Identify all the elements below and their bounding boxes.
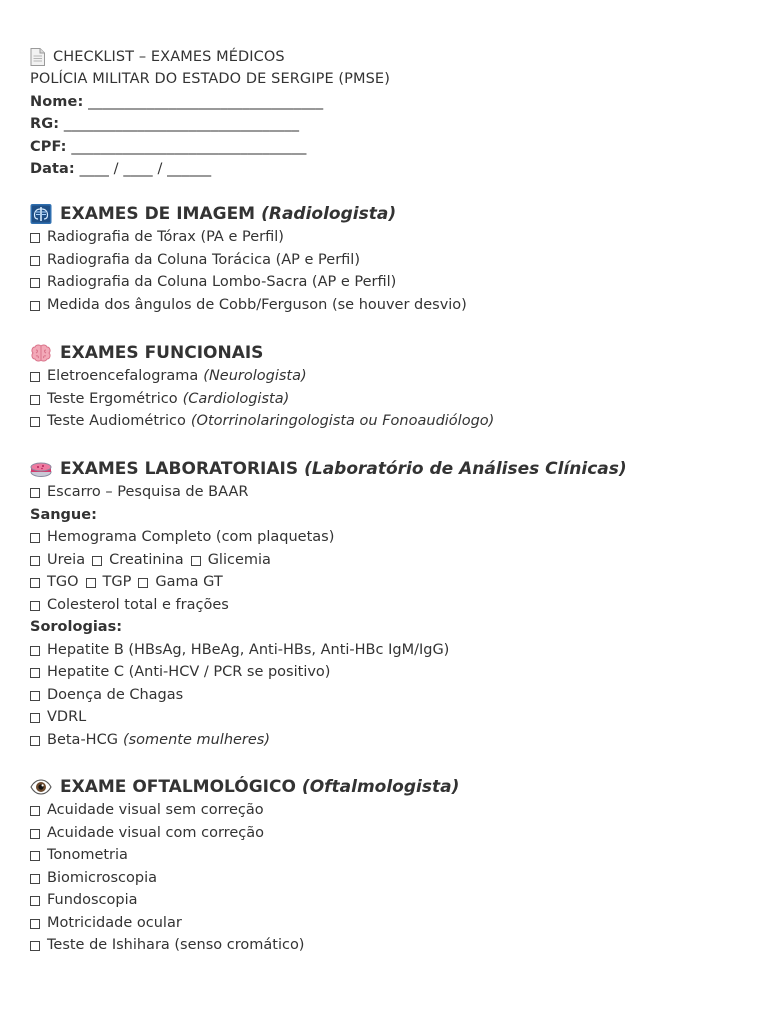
section-laboratoriais-specialist: (Laboratório de Análises Clínicas) <box>304 459 627 479</box>
item-label: VDRL <box>47 709 87 725</box>
item-label: Teste de Ishihara (senso cromático) <box>47 937 305 953</box>
checkbox[interactable] <box>30 668 40 678</box>
sorologias-subheading: Sorologias: <box>30 619 123 635</box>
checklist-item-group <box>30 549 627 572</box>
checkbox[interactable] <box>30 533 40 543</box>
checkbox[interactable] <box>30 278 40 288</box>
cpf-field[interactable] <box>30 136 390 158</box>
item-label: Eletroencefalograma <box>47 368 199 384</box>
checkbox[interactable] <box>30 713 40 723</box>
item-label: Acuidade visual sem correção <box>47 802 264 818</box>
checkbox[interactable] <box>30 601 40 611</box>
checklist-item[interactable] <box>30 249 467 272</box>
name-field[interactable] <box>30 91 390 113</box>
item-label: Creatinina <box>109 551 184 568</box>
checkbox[interactable] <box>30 851 40 861</box>
section-funcionais <box>30 341 494 433</box>
item-note: (Neurologista) <box>203 368 307 384</box>
section-imagem-name: EXAMES DE IMAGEM <box>60 204 256 224</box>
checklist-item-group <box>30 571 627 594</box>
section-imagem <box>30 202 467 316</box>
section-oftalmologico-specialist: (Oftalmologista) <box>301 777 460 797</box>
checkbox[interactable] <box>30 919 40 929</box>
checklist-item[interactable] <box>30 226 467 249</box>
checklist-item[interactable] <box>30 867 459 890</box>
section-laboratoriais <box>30 457 627 751</box>
checklist-item[interactable] <box>30 388 494 411</box>
checklist-item[interactable] <box>30 294 467 317</box>
checklist-item[interactable] <box>30 729 627 752</box>
item-label: Radiografia da Coluna Torácica (AP e Perfil) <box>47 251 360 268</box>
checkbox[interactable] <box>191 556 201 566</box>
item-label: Teste Audiométrico <box>47 413 186 429</box>
item-note: (Cardiologista) <box>182 390 290 407</box>
checklist-item[interactable] <box>30 481 627 504</box>
checklist-item[interactable] <box>30 594 627 617</box>
item-label: Ureia <box>47 551 86 568</box>
checkbox[interactable] <box>138 578 148 588</box>
item-label: Acuidade visual com correção <box>47 824 264 841</box>
name-label: Nome: <box>30 93 84 110</box>
checkbox[interactable] <box>92 556 102 566</box>
checkbox[interactable] <box>30 941 40 951</box>
rg-field[interactable] <box>30 113 390 135</box>
item-label: Motricidade ocular <box>47 914 182 931</box>
date-label: Data: <box>30 161 75 178</box>
sangue-subheading: Sangue: <box>30 506 97 523</box>
item-label: Glicemia <box>207 551 271 568</box>
checkbox[interactable] <box>30 488 40 498</box>
section-funcionais-name: EXAMES FUNCIONAIS <box>60 343 264 363</box>
section-laboratoriais-title <box>30 457 627 481</box>
checkbox[interactable] <box>30 372 40 382</box>
document-title-text: CHECKLIST – EXAMES MÉDICOS <box>53 49 285 65</box>
checklist-item[interactable] <box>30 526 627 549</box>
item-label: Radiografia de Tórax (PA e Perfil) <box>47 229 284 245</box>
section-oftalmologico-name: EXAME OFTALMOLÓGICO <box>60 777 296 797</box>
header <box>30 46 390 180</box>
checkbox[interactable] <box>30 874 40 884</box>
checklist-item[interactable] <box>30 271 467 294</box>
checklist-item[interactable] <box>30 844 459 867</box>
checklist-item[interactable] <box>30 661 627 684</box>
rg-blank: ________________________________ <box>63 116 300 133</box>
section-imagem-title <box>30 202 467 226</box>
item-label: Colesterol total e frações <box>47 596 229 613</box>
cpf-label: CPF: <box>30 138 67 155</box>
checklist-item[interactable] <box>30 706 627 729</box>
item-label: TGP <box>102 574 132 590</box>
item-label: Radiografia da Coluna Lombo-Sacra (AP e Perfil) <box>47 274 397 290</box>
document-title <box>30 46 390 68</box>
checkbox[interactable] <box>30 301 40 311</box>
petri-dish-icon <box>30 458 52 480</box>
section-funcionais-title <box>30 341 494 365</box>
item-note: (Otorrinolaringologista ou Fonoaudiólogo) <box>190 413 495 429</box>
checkbox[interactable] <box>30 417 40 427</box>
checkbox[interactable] <box>30 806 40 816</box>
checklist-item[interactable] <box>30 410 494 433</box>
section-oftalmologico-title <box>30 775 459 799</box>
name-blank: ________________________________ <box>88 93 324 110</box>
checkbox[interactable] <box>86 578 96 588</box>
eye-icon <box>30 776 52 798</box>
checklist-item[interactable] <box>30 799 459 822</box>
checkbox[interactable] <box>30 829 40 839</box>
document-icon <box>30 48 45 66</box>
organization-name: POLÍCIA MILITAR DO ESTADO DE SERGIPE (PMSE) <box>30 71 390 88</box>
checklist-item[interactable] <box>30 684 627 707</box>
checkbox[interactable] <box>30 233 40 243</box>
brain-icon <box>30 342 52 364</box>
cpf-blank: ________________________________ <box>71 138 307 155</box>
item-label: Biomicroscopia <box>47 869 158 886</box>
checkbox[interactable] <box>30 646 40 656</box>
date-field[interactable] <box>30 158 390 180</box>
checkbox[interactable] <box>30 556 40 566</box>
checklist-item[interactable] <box>30 934 459 957</box>
checklist-item[interactable] <box>30 889 459 912</box>
item-label: Beta-HCG <box>47 731 118 748</box>
section-oftalmologico <box>30 775 459 957</box>
checkbox[interactable] <box>30 691 40 701</box>
rg-label: RG: <box>30 116 60 133</box>
checklist-item[interactable] <box>30 822 459 845</box>
item-label: Gama GT <box>155 574 223 590</box>
item-label: Fundoscopia <box>47 892 138 908</box>
item-label: Hemograma Completo (com plaquetas) <box>47 529 335 545</box>
xray-icon <box>30 203 52 225</box>
item-label: Hepatite B (HBsAg, HBeAg, Anti-HBs, Anti-HBc IgM/IgG) <box>47 641 450 658</box>
section-imagem-specialist: (Radiologista) <box>261 204 397 224</box>
section-laboratoriais-name: EXAMES LABORATORIAIS <box>60 459 299 479</box>
item-label: TGO <box>47 574 79 590</box>
item-label: Teste Ergométrico <box>47 390 178 407</box>
item-note: (somente mulheres) <box>122 731 271 748</box>
item-label: Tonometria <box>47 847 128 863</box>
checklist-item[interactable] <box>30 365 494 388</box>
checkbox[interactable] <box>30 736 40 746</box>
checkbox[interactable] <box>30 578 40 588</box>
item-label: Escarro – Pesquisa de BAAR <box>47 484 249 500</box>
item-label: Doença de Chagas <box>47 686 184 703</box>
item-label: Medida dos ângulos de Cobb/Ferguson (se houver desvio) <box>47 296 467 313</box>
checklist-item[interactable] <box>30 912 459 935</box>
date-blank: ____ / ____ / ______ <box>79 161 212 178</box>
checklist-item[interactable] <box>30 639 627 662</box>
checkbox[interactable] <box>30 896 40 906</box>
checkbox[interactable] <box>30 395 40 405</box>
item-label: Hepatite C (Anti-HCV / PCR se positivo) <box>47 664 331 680</box>
checkbox[interactable] <box>30 256 40 266</box>
